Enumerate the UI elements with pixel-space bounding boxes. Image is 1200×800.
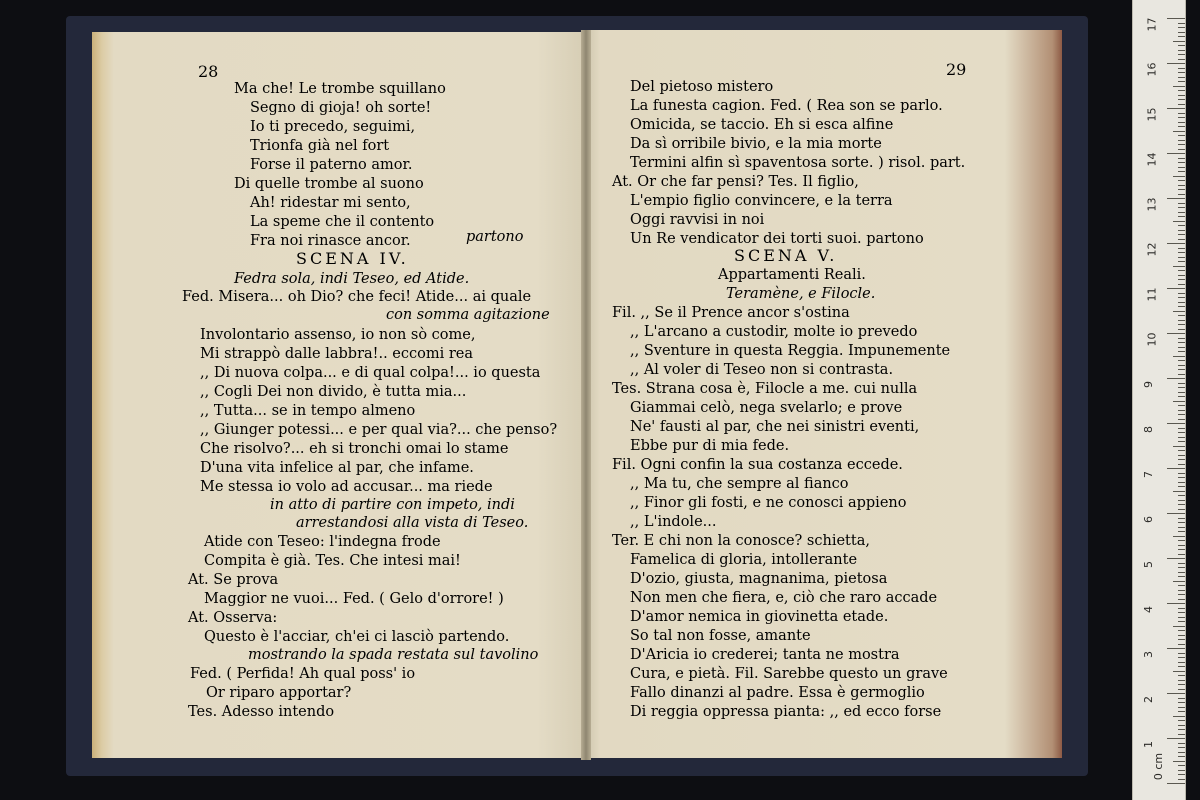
text-line: D'ozio, giusta, magnanima, pietosa [630, 571, 888, 587]
ruler-tick [1178, 432, 1185, 433]
text-line: Da sì orribile bivio, e la mia morte [630, 136, 882, 152]
ruler-tick [1178, 500, 1185, 501]
ruler-tick [1178, 756, 1185, 757]
text-line: Fallo dinanzi al padre. Essa è germoglio [630, 685, 925, 701]
ruler-tick [1178, 180, 1185, 181]
text-line: Ter. E chi non la conosce? schietta, [612, 533, 870, 549]
ruler-tick [1178, 72, 1185, 73]
ruler-tick [1173, 536, 1185, 537]
ruler-tick [1178, 590, 1185, 591]
ruler-tick [1173, 221, 1185, 222]
text-line: Trionfa già nel fort [250, 138, 390, 154]
ruler-number: 7 [1142, 471, 1155, 478]
ruler-tick [1178, 306, 1185, 307]
text-line: L'empio figlio convincere, e la terra [630, 193, 893, 209]
text-line: ,, Al voler di Teseo non si contrasta. [630, 362, 894, 378]
ruler-tick [1178, 275, 1185, 276]
text-line: D'Aricia io crederei; tanta ne mostra [630, 647, 900, 663]
text-line: At. Or che far pensi? Tes. Il figlio, [612, 174, 859, 190]
text-line: Mi strappò dalle labbra!.. eccomi rea [200, 346, 474, 362]
ruler-tick [1178, 522, 1185, 523]
ruler-tick [1178, 752, 1185, 753]
ruler-tick [1178, 81, 1185, 82]
ruler-tick [1178, 684, 1185, 685]
ruler-tick [1178, 320, 1185, 321]
ruler-tick [1178, 437, 1185, 438]
text-line: Tes. Strana cosa è, Filocle a me. cui nulla [612, 381, 918, 397]
ruler-tick [1178, 729, 1185, 730]
ruler-tick [1178, 225, 1185, 226]
ruler-tick [1178, 360, 1185, 361]
scene-heading: SCENA IV. [296, 249, 409, 268]
ruler-tick [1178, 284, 1185, 285]
ruler-tick [1178, 383, 1185, 384]
text-line: ,, Tutta... se in tempo almeno [200, 403, 416, 419]
ruler-tick [1178, 774, 1185, 775]
ruler-tick [1178, 405, 1185, 406]
ruler-tick [1178, 644, 1185, 645]
text-line: Questo è l'acciar, ch'ei ci lasciò partendo. [204, 629, 510, 645]
text-line: Non men che fiera, e, ciò che raro accade [630, 590, 938, 606]
text-line: Segno di gioja! oh sorte! [250, 100, 432, 116]
ruler-tick [1178, 230, 1185, 231]
ruler-number: 1 [1142, 741, 1155, 748]
ruler-tick [1178, 608, 1185, 609]
ruler-tick [1178, 486, 1185, 487]
ruler-tick [1167, 18, 1185, 19]
text-line: Fil. Ogni confin la sua costanza eccede. [612, 457, 903, 473]
ruler-tick [1178, 239, 1185, 240]
ruler-tick [1178, 657, 1185, 658]
ruler-number: 15 [1145, 107, 1159, 122]
ruler-tick [1167, 513, 1185, 514]
ruler-tick [1178, 234, 1185, 235]
ruler-tick [1178, 162, 1185, 163]
ruler-tick [1178, 257, 1185, 258]
ruler-tick [1178, 261, 1185, 262]
ruler-tick [1178, 675, 1185, 676]
ruler-tick [1167, 243, 1185, 244]
text-line: At. Se prova [188, 572, 279, 588]
text-line: Giammai celò, nega svelarlo; e prove [630, 400, 903, 416]
ruler-tick [1178, 459, 1185, 460]
page-number-right: 29 [946, 60, 967, 79]
ruler-tick [1178, 297, 1185, 298]
text-line: Tes. Adesso intendo [188, 704, 335, 720]
ruler-tick [1178, 171, 1185, 172]
ruler-tick [1178, 59, 1185, 60]
ruler-tick [1178, 113, 1185, 114]
ruler-tick [1178, 639, 1185, 640]
ruler-tick [1178, 594, 1185, 595]
ruler-tick [1178, 563, 1185, 564]
stage-direction: partono [466, 229, 524, 245]
ruler-tick [1178, 441, 1185, 442]
ruler-tick [1173, 356, 1185, 357]
text-line: Un Re vendicator dei torti suoi. partono [630, 231, 924, 247]
text-line: Termini alfin sì spaventosa sorte. ) risol. part. [630, 155, 966, 171]
ruler-tick [1167, 468, 1185, 469]
ruler-tick [1178, 567, 1185, 568]
ruler-tick [1178, 414, 1185, 415]
text-line: Ne' fausti al par, che nei sinistri eventi, [630, 419, 920, 435]
ruler-tick [1173, 446, 1185, 447]
ruler-number: 17 [1145, 17, 1159, 32]
ruler-tick [1178, 396, 1185, 397]
text-line: Ah! ridestar mi sento, [250, 195, 411, 211]
ruler-tick [1178, 302, 1185, 303]
text-line: Maggior ne vuoi... Fed. ( Gelo d'orrore! ) [204, 591, 504, 607]
ruler-tick [1178, 293, 1185, 294]
ruler-tick [1173, 41, 1185, 42]
ruler-tick [1178, 689, 1185, 690]
scene-characters: Fedra sola, indi Teseo, ed Atide. [234, 271, 470, 287]
text-line: D'una vita infelice al par, che infame. [200, 460, 474, 476]
ruler-tick [1167, 63, 1185, 64]
ruler-tick [1178, 194, 1185, 195]
ruler-tick [1178, 743, 1185, 744]
ruler-tick [1178, 662, 1185, 663]
ruler-tick [1178, 464, 1185, 465]
ruler-tick [1173, 626, 1185, 627]
scene-characters: Teramène, e Filocle. [726, 286, 876, 302]
ruler-tick [1178, 365, 1185, 366]
text-line: Del pietoso mistero [630, 79, 774, 95]
ruler-tick [1178, 635, 1185, 636]
ruler-tick [1178, 711, 1185, 712]
ruler-tick [1167, 693, 1185, 694]
text-line: Che risolvo?... eh si tronchi omai lo stame [200, 441, 509, 457]
scene-setting: Appartamenti Reali. [718, 267, 866, 283]
ruler-tick [1178, 149, 1185, 150]
ruler-tick [1178, 621, 1185, 622]
ruler-number: 11 [1145, 287, 1159, 302]
ruler-tick [1178, 410, 1185, 411]
ruler-tick [1178, 50, 1185, 51]
ruler-tick [1178, 36, 1185, 37]
ruler-tick [1178, 90, 1185, 91]
ruler-tick [1178, 725, 1185, 726]
ruler-number: 9 [1142, 381, 1155, 388]
ruler-tick [1178, 527, 1185, 528]
ruler-tick [1178, 104, 1185, 105]
ruler-tick [1173, 761, 1185, 762]
ruler-tick [1167, 558, 1185, 559]
ruler-tick [1173, 86, 1185, 87]
ruler-tick [1178, 540, 1185, 541]
ruler-tick [1173, 131, 1185, 132]
ruler-number: 14 [1145, 152, 1159, 167]
ruler-tick [1178, 203, 1185, 204]
ruler-tick [1178, 212, 1185, 213]
page-number-left: 28 [198, 62, 219, 81]
text-line: Cura, e pietà. Fil. Sarebbe questo un grave [630, 666, 948, 682]
measuring-ruler [1132, 0, 1186, 800]
ruler-tick [1178, 117, 1185, 118]
ruler-tick [1167, 738, 1185, 739]
ruler-tick [1167, 783, 1185, 784]
text-line: Io ti precedo, seguimi, [250, 119, 416, 135]
ruler-tick [1167, 153, 1185, 154]
ruler-tick [1178, 216, 1185, 217]
ruler-tick [1178, 167, 1185, 168]
ruler-tick [1178, 455, 1185, 456]
ruler-tick [1178, 270, 1185, 271]
ruler-tick [1167, 603, 1185, 604]
ruler-tick [1178, 572, 1185, 573]
ruler-tick [1178, 612, 1185, 613]
text-line: Compita è già. Tes. Che intesi mai! [204, 553, 461, 569]
ruler-tick [1178, 495, 1185, 496]
ruler-tick [1178, 747, 1185, 748]
ruler-tick [1178, 531, 1185, 532]
ruler-tick [1178, 324, 1185, 325]
ruler-tick [1178, 374, 1185, 375]
text-line: Me stessa io volo ad accusar... ma riede [200, 479, 493, 495]
text-line: ,, Sventure in questa Reggia. Impunemente [630, 343, 951, 359]
ruler-tick [1178, 45, 1185, 46]
ruler-tick [1173, 581, 1185, 582]
ruler-tick [1167, 198, 1185, 199]
ruler-tick [1178, 630, 1185, 631]
ruler-tick [1178, 369, 1185, 370]
ruler-tick [1178, 779, 1185, 780]
ruler-tick [1173, 176, 1185, 177]
ruler-tick [1178, 599, 1185, 600]
text-line: D'amor nemica in giovinetta etade. [630, 609, 889, 625]
ruler-tick [1178, 617, 1185, 618]
ruler-tick [1178, 450, 1185, 451]
ruler-tick [1167, 423, 1185, 424]
text-line: Fil. ,, Se il Prence ancor s'ostina [612, 305, 850, 321]
ruler-tick [1178, 68, 1185, 69]
ruler-tick [1178, 392, 1185, 393]
text-line: La speme che il contento [250, 214, 435, 230]
ruler-number: 13 [1145, 197, 1159, 212]
ruler-tick [1178, 248, 1185, 249]
ruler-tick [1178, 518, 1185, 519]
text-line: ,, L'arcano a custodir, molte io prevedo [630, 324, 918, 340]
ruler-tick [1178, 576, 1185, 577]
ruler-tick [1178, 347, 1185, 348]
ruler-tick [1178, 504, 1185, 505]
ruler-tick [1167, 108, 1185, 109]
text-line: ,, Giunger potessi... e per qual via?... che penso? [200, 422, 558, 438]
ruler-tick [1178, 653, 1185, 654]
ruler-tick [1173, 401, 1185, 402]
ruler-tick [1178, 477, 1185, 478]
ruler-tick [1173, 716, 1185, 717]
text-line: ,, Di nuova colpa... e di qual colpa!... io questa [200, 365, 541, 381]
text-line: Omicida, se taccio. Eh si esca alfine [630, 117, 894, 133]
text-line: Fed. ( Perfida! Ah qual poss' io [190, 666, 416, 682]
ruler-tick [1178, 707, 1185, 708]
ruler-tick [1178, 140, 1185, 141]
text-line: ,, Cogli Dei non divido, è tutta mia... [200, 384, 467, 400]
stage-direction: arrestandosi alla vista di Teseo. [296, 515, 529, 531]
ruler-tick [1178, 554, 1185, 555]
ruler-tick [1178, 144, 1185, 145]
ruler-number: 5 [1142, 561, 1155, 568]
ruler-number: 16 [1145, 62, 1159, 77]
ruler-number: 2 [1142, 696, 1155, 703]
ruler-unit-label: 0 cm [1152, 752, 1166, 781]
ruler-tick [1178, 338, 1185, 339]
ruler-tick [1173, 491, 1185, 492]
ruler-number: 4 [1142, 606, 1155, 613]
ruler-number: 3 [1142, 651, 1155, 658]
text-line: La funesta cagion. Fed. ( Rea son se parlo. [630, 98, 943, 114]
text-line: Oggi ravvisi in noi [630, 212, 765, 228]
ruler-tick [1178, 135, 1185, 136]
ruler-tick [1178, 126, 1185, 127]
ruler-tick [1178, 207, 1185, 208]
text-line: Di reggia oppressa pianta: ,, ed ecco forse [630, 704, 942, 720]
ruler-tick [1178, 32, 1185, 33]
stage-direction: con somma agitazione [386, 307, 550, 323]
ruler-tick [1178, 158, 1185, 159]
text-line: Di quelle trombe al suono [234, 176, 424, 192]
text-line: ,, Ma tu, che sempre al fianco [630, 476, 849, 492]
ruler-tick [1178, 95, 1185, 96]
ruler-tick [1173, 671, 1185, 672]
ruler-tick [1178, 765, 1185, 766]
ruler-tick [1178, 720, 1185, 721]
stage-direction: in atto di partire con impeto, indi [270, 497, 515, 513]
ruler-number: 8 [1142, 426, 1155, 433]
ruler-tick [1178, 54, 1185, 55]
ruler-tick [1178, 329, 1185, 330]
ruler-tick [1178, 545, 1185, 546]
ruler-tick [1178, 419, 1185, 420]
ruler-tick [1178, 585, 1185, 586]
text-line: Fed. Misera... oh Dio? che feci! Atide... ai quale [182, 289, 532, 305]
ruler-tick [1178, 387, 1185, 388]
ruler-tick [1178, 189, 1185, 190]
ruler-tick [1167, 378, 1185, 379]
ruler-tick [1178, 315, 1185, 316]
ruler-tick [1178, 23, 1185, 24]
text-line: Forse il paterno amor. [250, 157, 413, 173]
text-line: Ma che! Le trombe squillano [234, 81, 446, 97]
book-gutter [581, 30, 591, 760]
ruler-tick [1178, 734, 1185, 735]
text-line: At. Osserva: [188, 610, 278, 626]
ruler-tick [1167, 288, 1185, 289]
ruler-number: 6 [1142, 516, 1155, 523]
ruler-tick [1167, 333, 1185, 334]
ruler-number: 10 [1145, 332, 1159, 347]
ruler-tick [1173, 266, 1185, 267]
text-line: Atide con Teseo: l'indegna frode [204, 534, 441, 550]
text-line: Ebbe pur di mia fede. [630, 438, 790, 454]
ruler-tick [1178, 702, 1185, 703]
text-line: ,, L'indole... [630, 514, 717, 530]
ruler-tick [1167, 648, 1185, 649]
scene-heading: SCENA V. [734, 246, 838, 265]
text-line: Famelica di gloria, intollerante [630, 552, 858, 568]
ruler-tick [1173, 311, 1185, 312]
ruler-tick [1178, 342, 1185, 343]
ruler-tick [1178, 666, 1185, 667]
ruler-tick [1178, 279, 1185, 280]
ruler-tick [1178, 509, 1185, 510]
ruler-tick [1178, 680, 1185, 681]
text-line: So tal non fosse, amante [630, 628, 811, 644]
ruler-tick [1178, 252, 1185, 253]
ruler-number: 12 [1145, 242, 1159, 257]
text-line: Or riparo apportar? [206, 685, 352, 701]
text-line: Fra noi rinasce ancor. [250, 233, 411, 249]
ruler-tick [1178, 770, 1185, 771]
ruler-tick [1178, 698, 1185, 699]
stage-direction: mostrando la spada restata sul tavolino [248, 647, 539, 663]
ruler-tick [1178, 482, 1185, 483]
text-line: Involontario assenso, io non sò come, [200, 327, 476, 343]
ruler-tick [1178, 428, 1185, 429]
ruler-tick [1178, 77, 1185, 78]
ruler-tick [1178, 122, 1185, 123]
ruler-tick [1178, 549, 1185, 550]
ruler-tick [1178, 473, 1185, 474]
text-line: ,, Finor gli fosti, e ne conosci appieno [630, 495, 907, 511]
ruler-tick [1178, 351, 1185, 352]
ruler-tick [1178, 185, 1185, 186]
ruler-tick [1178, 99, 1185, 100]
ruler-tick [1178, 27, 1185, 28]
